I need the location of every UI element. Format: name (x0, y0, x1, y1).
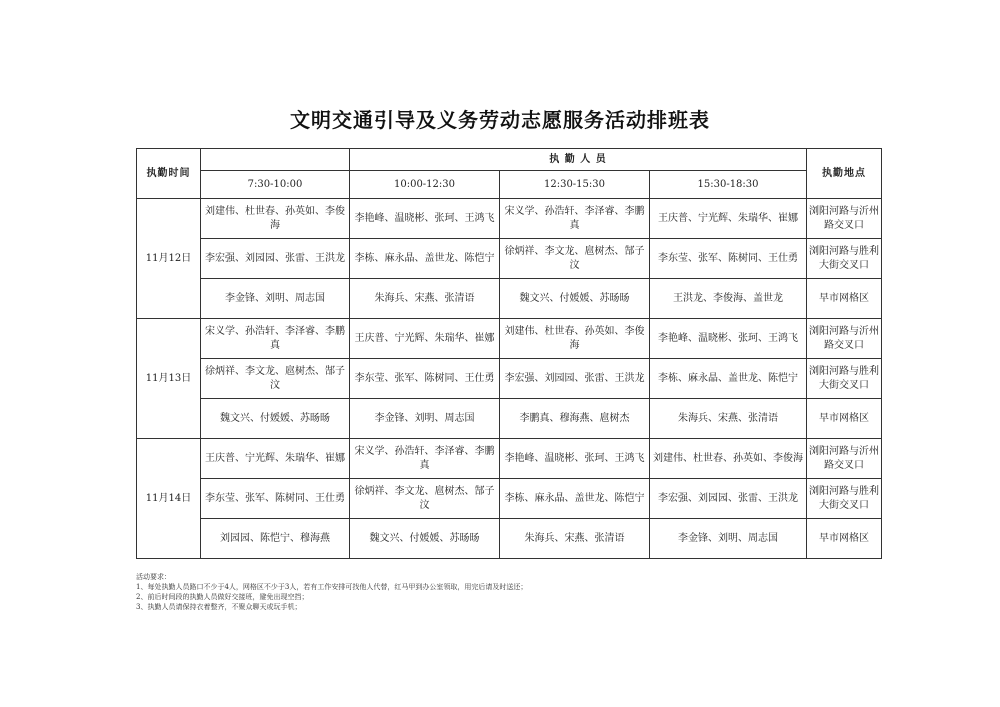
staff-cell-s4: 朱海兵、宋燕、张清语 (650, 399, 807, 439)
header-row-1 (137, 149, 882, 171)
staff-cell-s3: 刘建伟、杜世春、孙英如、李俊海 (500, 319, 650, 359)
staff-cell-s2: 李栋、麻永晶、盖世龙、陈恺宁 (350, 239, 500, 279)
staff-cell-s2: 宋义学、孙浩轩、李泽睿、李鹏真 (350, 439, 500, 479)
staff-cell-s4: 李金锋、刘明、周志国 (650, 519, 807, 559)
page-title: 文明交通引导及义务劳动志愿服务活动排班表 (290, 108, 710, 132)
staff-cell-s4: 李宏强、刘园园、张雷、王洪龙 (650, 479, 807, 519)
note-item-3: 3、执勤人员请保持衣着整齐，不聚众聊天或玩手机； (136, 603, 302, 611)
staff-cell-s2: 李金锋、刘明、周志国 (350, 399, 500, 439)
header-duty-staff: 执 勤 人 员 (350, 149, 807, 171)
staff-cell-s4: 刘建伟、杜世春、孙英如、李俊海 (650, 439, 807, 479)
table-row (137, 399, 882, 439)
staff-cell-s4: 王庆普、宁光辉、朱瑞华、崔娜 (650, 199, 807, 239)
date-cell: 11月13日 (137, 319, 201, 439)
header-slot-3: 12:30-15:30 (500, 171, 650, 199)
staff-cell-s2: 朱海兵、宋燕、张清语 (350, 279, 500, 319)
table-row (137, 239, 882, 279)
activity-requirements (136, 572, 527, 612)
staff-cell-s2: 王庆普、宁光辉、朱瑞华、崔娜 (350, 319, 500, 359)
staff-cell-s1: 李宏强、刘园园、张雷、王洪龙 (201, 239, 350, 279)
duty-schedule-table (136, 148, 882, 559)
table-row (137, 199, 882, 239)
table-row (137, 279, 882, 319)
date-cell: 11月14日 (137, 439, 201, 559)
staff-cell-s3: 李宏强、刘园园、张雷、王洪龙 (500, 359, 650, 399)
location-cell: 浏阳河路与沂州路交叉口 (807, 199, 882, 239)
date-cell: 11月12日 (137, 199, 201, 319)
notes-heading: 活动要求： (136, 573, 171, 581)
header-duty-location: 执勤地点 (807, 149, 882, 199)
header-duty-time: 执勤时间 (137, 149, 201, 199)
staff-cell-s3: 李栋、麻永晶、盖世龙、陈恺宁 (500, 479, 650, 519)
header-slot-4: 15:30-18:30 (650, 171, 807, 199)
staff-cell-s4: 李栋、麻永晶、盖世龙、陈恺宁 (650, 359, 807, 399)
staff-cell-s3: 李艳峰、温晓彬、张珂、王鸿飞 (500, 439, 650, 479)
location-cell: 早市网格区 (807, 519, 882, 559)
staff-cell-s1: 魏文兴、付媛媛、苏旸旸 (201, 399, 350, 439)
staff-cell-s1: 王庆普、宁光辉、朱瑞华、崔娜 (201, 439, 350, 479)
staff-cell-s1: 李东莹、张军、陈树同、王仕勇 (201, 479, 350, 519)
staff-cell-s1: 李金锋、刘明、周志国 (201, 279, 350, 319)
location-cell: 浏阳河路与胜利大街交叉口 (807, 479, 882, 519)
table-row (137, 359, 882, 399)
location-cell: 浏阳河路与胜利大街交叉口 (807, 359, 882, 399)
staff-cell-s4: 李东莹、张军、陈树同、王仕勇 (650, 239, 807, 279)
header-slot-2: 10:00-12:30 (350, 171, 500, 199)
staff-cell-s4: 王洪龙、李俊海、盖世龙 (650, 279, 807, 319)
staff-cell-s3: 魏文兴、付媛媛、苏旸旸 (500, 279, 650, 319)
header-slot-1: 7:30-10:00 (201, 171, 350, 199)
table-row (137, 479, 882, 519)
staff-cell-s1: 刘建伟、杜世春、孙英如、李俊海 (201, 199, 350, 239)
location-cell: 早市网格区 (807, 279, 882, 319)
staff-cell-s1: 刘园园、陈恺宁、穆海燕 (201, 519, 350, 559)
header-blank (201, 149, 350, 171)
staff-cell-s2: 徐炳祥、李文龙、扈树杰、郜子汶 (350, 479, 500, 519)
staff-cell-s3: 朱海兵、宋燕、张清语 (500, 519, 650, 559)
staff-cell-s4: 李艳峰、温晓彬、张珂、王鸿飞 (650, 319, 807, 359)
table-row (137, 439, 882, 479)
staff-cell-s3: 李鹏真、穆海燕、扈树杰 (500, 399, 650, 439)
staff-cell-s1: 徐炳祥、李文龙、扈树杰、郜子汶 (201, 359, 350, 399)
staff-cell-s2: 李艳峰、温晓彬、张珂、王鸿飞 (350, 199, 500, 239)
note-item-1: 1、每处执勤人员路口不少于4人，网格区不少于3人，若有工作安排可找他人代替，红马甲到办公室领取，用完后请及时送还； (136, 583, 528, 591)
table-row (137, 519, 882, 559)
location-cell: 浏阳河路与胜利大街交叉口 (807, 239, 882, 279)
staff-cell-s3: 徐炳祥、李文龙、扈树杰、郜子汶 (500, 239, 650, 279)
header-row-2 (137, 171, 882, 199)
staff-cell-s2: 魏文兴、付媛媛、苏旸旸 (350, 519, 500, 559)
note-item-2: 2、前后时间段的执勤人员做好交接班，避免出现空挡； (136, 593, 309, 601)
staff-cell-s2: 李东莹、张军、陈树同、王仕勇 (350, 359, 500, 399)
table-row (137, 319, 882, 359)
staff-cell-s3: 宋义学、孙浩轩、李泽睿、李鹏真 (500, 199, 650, 239)
location-cell: 早市网格区 (807, 399, 882, 439)
location-cell: 浏阳河路与沂州路交叉口 (807, 439, 882, 479)
location-cell: 浏阳河路与沂州路交叉口 (807, 319, 882, 359)
staff-cell-s1: 宋义学、孙浩轩、李泽睿、李鹏真 (201, 319, 350, 359)
